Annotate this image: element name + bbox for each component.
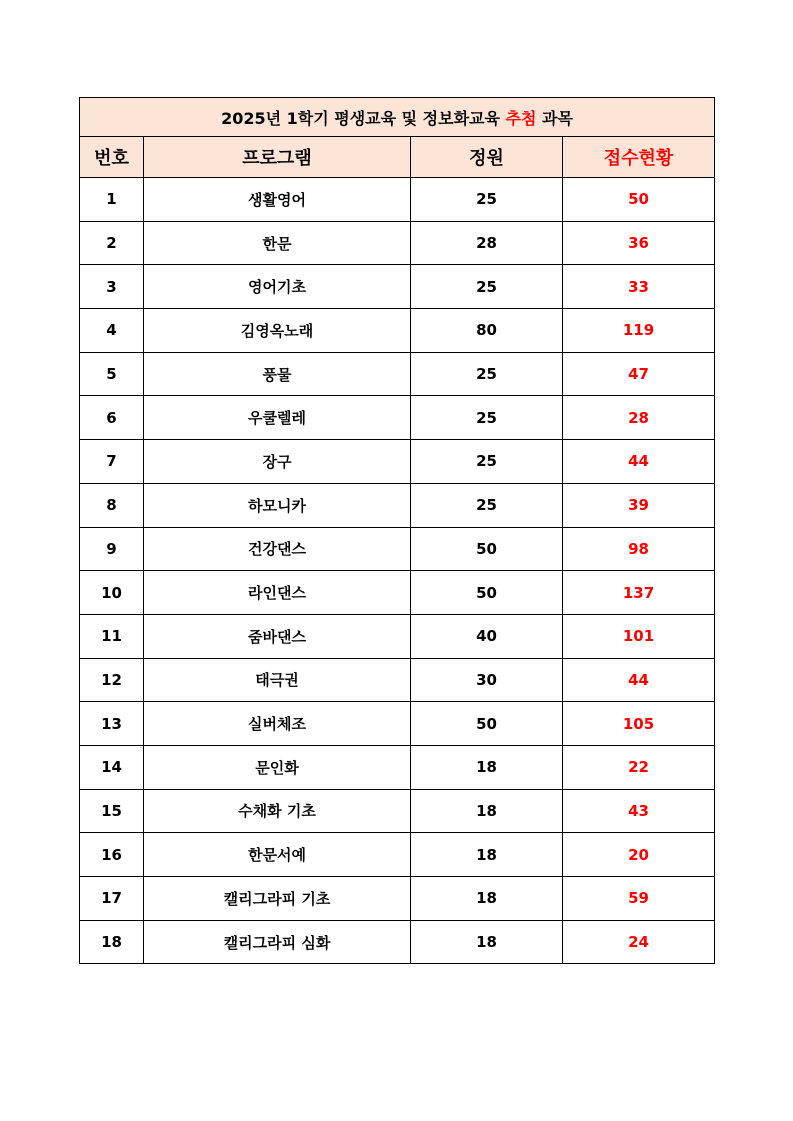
cell-no: 14 xyxy=(80,745,144,789)
cell-program: 영어기초 xyxy=(144,265,411,309)
cell-applications: 137 xyxy=(563,571,715,615)
cell-capacity: 18 xyxy=(411,833,563,877)
title-text-before: 2025년 1학기 평생교육 및 정보화교육 xyxy=(221,108,506,128)
cell-applications: 105 xyxy=(563,702,715,746)
table-row xyxy=(80,483,715,527)
title-highlight: 추첨 xyxy=(505,108,537,128)
table-row xyxy=(80,877,715,921)
cell-capacity: 18 xyxy=(411,745,563,789)
cell-applications: 20 xyxy=(563,833,715,877)
table-row xyxy=(80,221,715,265)
cell-capacity: 25 xyxy=(411,352,563,396)
cell-capacity: 25 xyxy=(411,265,563,309)
cell-program: 장구 xyxy=(144,440,411,484)
cell-program: 캘리그라피 기초 xyxy=(144,877,411,921)
cell-program: 라인댄스 xyxy=(144,571,411,615)
cell-program: 수채화 기초 xyxy=(144,789,411,833)
cell-program: 문인화 xyxy=(144,745,411,789)
cell-applications: 119 xyxy=(563,309,715,353)
cell-capacity: 50 xyxy=(411,702,563,746)
table-row xyxy=(80,309,715,353)
table-body xyxy=(80,178,715,964)
header-program: 프로그램 xyxy=(144,137,411,178)
cell-no: 13 xyxy=(80,702,144,746)
cell-capacity: 18 xyxy=(411,920,563,964)
cell-no: 10 xyxy=(80,571,144,615)
cell-no: 2 xyxy=(80,221,144,265)
cell-no: 4 xyxy=(80,309,144,353)
cell-applications: 44 xyxy=(563,658,715,702)
table-row xyxy=(80,702,715,746)
cell-capacity: 40 xyxy=(411,614,563,658)
cell-program: 한문서예 xyxy=(144,833,411,877)
cell-no: 3 xyxy=(80,265,144,309)
cell-applications: 101 xyxy=(563,614,715,658)
table-row xyxy=(80,352,715,396)
cell-no: 5 xyxy=(80,352,144,396)
cell-applications: 36 xyxy=(563,221,715,265)
cell-program: 실버체조 xyxy=(144,702,411,746)
cell-no: 6 xyxy=(80,396,144,440)
table-row xyxy=(80,614,715,658)
cell-applications: 24 xyxy=(563,920,715,964)
cell-applications: 22 xyxy=(563,745,715,789)
table-row xyxy=(80,265,715,309)
cell-no: 1 xyxy=(80,178,144,222)
cell-program: 김영옥노래 xyxy=(144,309,411,353)
table-row xyxy=(80,920,715,964)
cell-no: 12 xyxy=(80,658,144,702)
cell-no: 16 xyxy=(80,833,144,877)
lottery-course-sheet xyxy=(79,97,714,964)
cell-program: 생활영어 xyxy=(144,178,411,222)
header-row xyxy=(80,137,715,178)
cell-program: 건강댄스 xyxy=(144,527,411,571)
header-applications: 접수현황 xyxy=(563,137,715,178)
cell-no: 18 xyxy=(80,920,144,964)
lottery-course-table xyxy=(79,97,715,964)
header-no: 번호 xyxy=(80,137,144,178)
cell-capacity: 50 xyxy=(411,571,563,615)
cell-applications: 47 xyxy=(563,352,715,396)
title-text-after: 과목 xyxy=(536,108,573,128)
cell-no: 8 xyxy=(80,483,144,527)
table-title xyxy=(80,98,715,137)
cell-no: 11 xyxy=(80,614,144,658)
table-row xyxy=(80,789,715,833)
table-row xyxy=(80,396,715,440)
cell-applications: 98 xyxy=(563,527,715,571)
cell-capacity: 28 xyxy=(411,221,563,265)
cell-applications: 50 xyxy=(563,178,715,222)
table-row xyxy=(80,178,715,222)
cell-capacity: 25 xyxy=(411,483,563,527)
cell-capacity: 18 xyxy=(411,877,563,921)
cell-program: 우쿨렐레 xyxy=(144,396,411,440)
cell-applications: 43 xyxy=(563,789,715,833)
cell-capacity: 18 xyxy=(411,789,563,833)
table-row xyxy=(80,527,715,571)
header-capacity: 정원 xyxy=(411,137,563,178)
cell-applications: 44 xyxy=(563,440,715,484)
cell-no: 9 xyxy=(80,527,144,571)
table-row xyxy=(80,571,715,615)
cell-capacity: 80 xyxy=(411,309,563,353)
cell-applications: 33 xyxy=(563,265,715,309)
cell-no: 15 xyxy=(80,789,144,833)
cell-applications: 28 xyxy=(563,396,715,440)
cell-applications: 59 xyxy=(563,877,715,921)
table-row xyxy=(80,440,715,484)
cell-program: 태극권 xyxy=(144,658,411,702)
cell-program: 하모니카 xyxy=(144,483,411,527)
cell-capacity: 25 xyxy=(411,178,563,222)
table-row xyxy=(80,745,715,789)
cell-no: 7 xyxy=(80,440,144,484)
cell-no: 17 xyxy=(80,877,144,921)
cell-capacity: 50 xyxy=(411,527,563,571)
cell-program: 캘리그라피 심화 xyxy=(144,920,411,964)
cell-applications: 39 xyxy=(563,483,715,527)
cell-program: 풍물 xyxy=(144,352,411,396)
cell-capacity: 25 xyxy=(411,440,563,484)
cell-program: 줌바댄스 xyxy=(144,614,411,658)
title-row xyxy=(80,98,715,137)
table-row xyxy=(80,658,715,702)
cell-program: 한문 xyxy=(144,221,411,265)
table-row xyxy=(80,833,715,877)
cell-capacity: 30 xyxy=(411,658,563,702)
cell-capacity: 25 xyxy=(411,396,563,440)
